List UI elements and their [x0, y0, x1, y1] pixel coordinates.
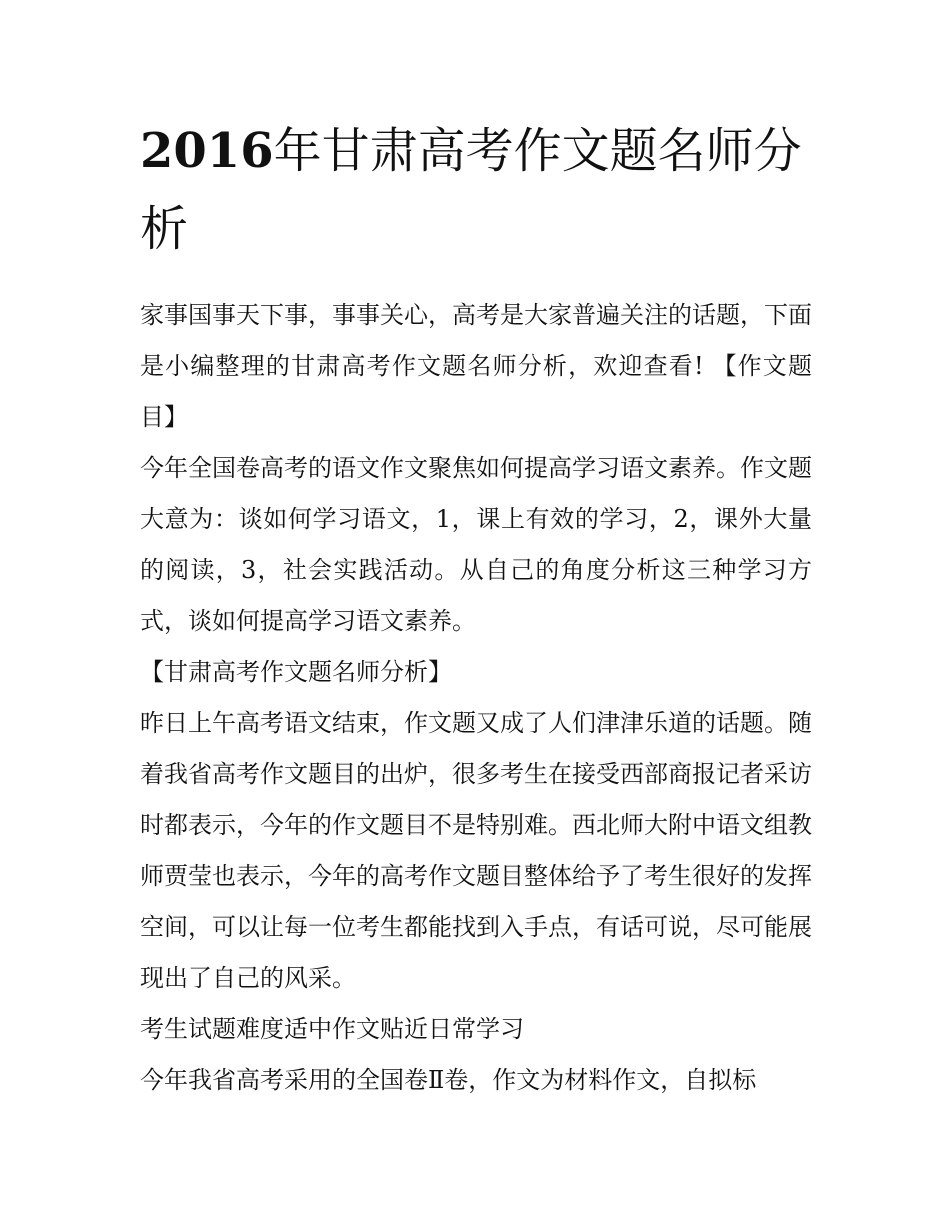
title-year: 2016: [140, 123, 274, 179]
document-body: [140, 290, 812, 1106]
document-title: [140, 112, 812, 268]
analysis-paragraph: 昨日上午高考语文结束，作文题又成了人们津津乐道的话题。随着我省高考作文题目的出炉，很多考生在接受西部商报记者采访时都表示，今年的作文题目不是特别难。西北师大附中语文组教师贾莹也表示，今年的高考作文题目整体给予了考生很好的发挥空间，可以让每一位考生都能找到入手点，有话可说，尽可能展现出了自己的风采。: [140, 709, 812, 992]
intro-paragraph: 家事国事天下事，事事关心，高考是大家普遍关注的话题，下面是小编整理的甘肃高考作文题名师分析，欢迎查看! 【作文题目】: [140, 301, 812, 431]
title-text: 年甘肃高考作文题名师分析: [140, 123, 802, 257]
analysis-heading: 【甘肃高考作文题名师分析】: [140, 658, 452, 686]
closing-paragraph: 今年我省高考采用的全国卷Ⅱ卷，作文为材料作文，自拟标: [140, 1066, 757, 1094]
subheading: 考生试题难度适中作文贴近日常学习: [140, 1015, 524, 1043]
question-paragraph: 今年全国卷高考的语文作文聚焦如何提高学习语文素养。作文题大意为：谈如何学习语文，1，课上有效的学习，2，课外大量的阅读，3，社会实践活动。从自己的角度分析这三种学习方式，谈如何提高学习语文素养。: [140, 454, 812, 635]
document-content: [140, 112, 812, 1106]
